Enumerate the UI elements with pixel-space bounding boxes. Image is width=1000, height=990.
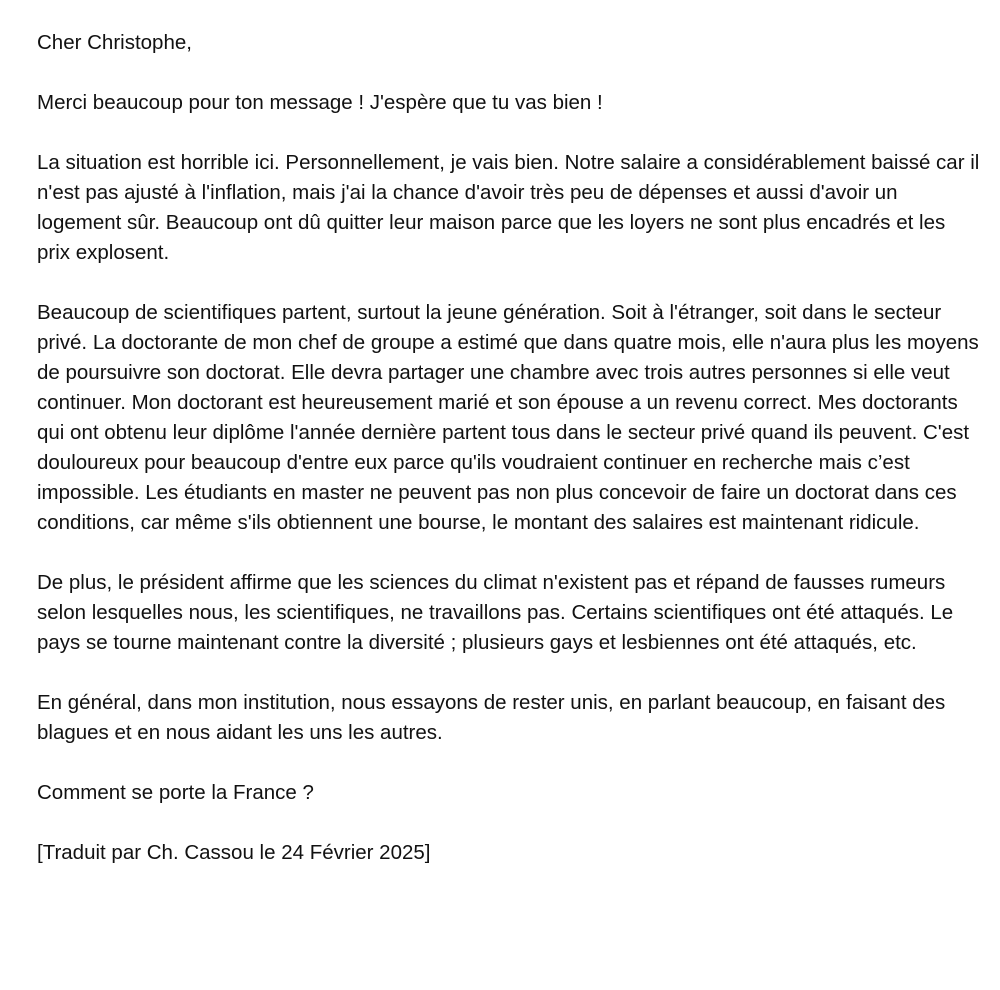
letter-paragraph-question: Comment se porte la France ? (37, 781, 314, 804)
letter-greeting: Cher Christophe, (37, 31, 192, 54)
translation-note: [Traduit par Ch. Cassou le 24 Février 2025] (37, 841, 431, 864)
letter-paragraph-thanks: Merci beaucoup pour ton message ! J'espère que tu vas bien ! (37, 91, 603, 114)
letter-paragraph-institution: En général, dans mon institution, nous essayons de rester unis, en parlant beaucoup, en faisant des blagues et en nous aidant les uns les autres. (37, 691, 946, 744)
letter-body (37, 28, 982, 868)
letter-paragraph-president: De plus, le président affirme que les sciences du climat n'existent pas et répand de fausses rumeurs selon lesquelles nous, les scientifiques, ne travaillons pas. Certains scientifiques ont été attaqués. Le pays se tourne maintenant contre la diversité ; plusieurs gays et lesbiennes ont été attaqués, etc. (37, 571, 954, 654)
letter-paragraph-situation: La situation est horrible ici. Personnellement, je vais bien. Notre salaire a considérablement baissé car il n'est pas ajusté à l'inflation, mais j'ai la chance d'avoir très peu de dépenses et aussi d'avoir un logement sûr. Beaucoup ont dû quitter leur maison parce que les loyers ne sont plus encadrés et les prix explosent. (37, 151, 980, 264)
letter-paragraph-scientists: Beaucoup de scientifiques partent, surtout la jeune génération. Soit à l'étranger, soit dans le secteur privé. La doctorante de mon chef de groupe a estimé que dans quatre mois, elle n'aura plus les moyens de poursuivre son doctorat. Elle devra partager une chambre avec trois autres personnes si elle veut continuer. Mon doctorant est heureusement marié et son épouse a un revenu correct. Mes doctorants qui ont obtenu leur diplôme l'année dernière partent tous dans le secteur privé quand ils peuvent. C'est douloureux pour beaucoup d'entre eux parce qu'ils voudraient continuer en recherche mais c’est impossible. Les étudiants en master ne peuvent pas non plus concevoir de faire un doctorat dans ces conditions, car même s'ils obtiennent une bourse, le montant des salaires est maintenant ridicule. (37, 301, 979, 534)
